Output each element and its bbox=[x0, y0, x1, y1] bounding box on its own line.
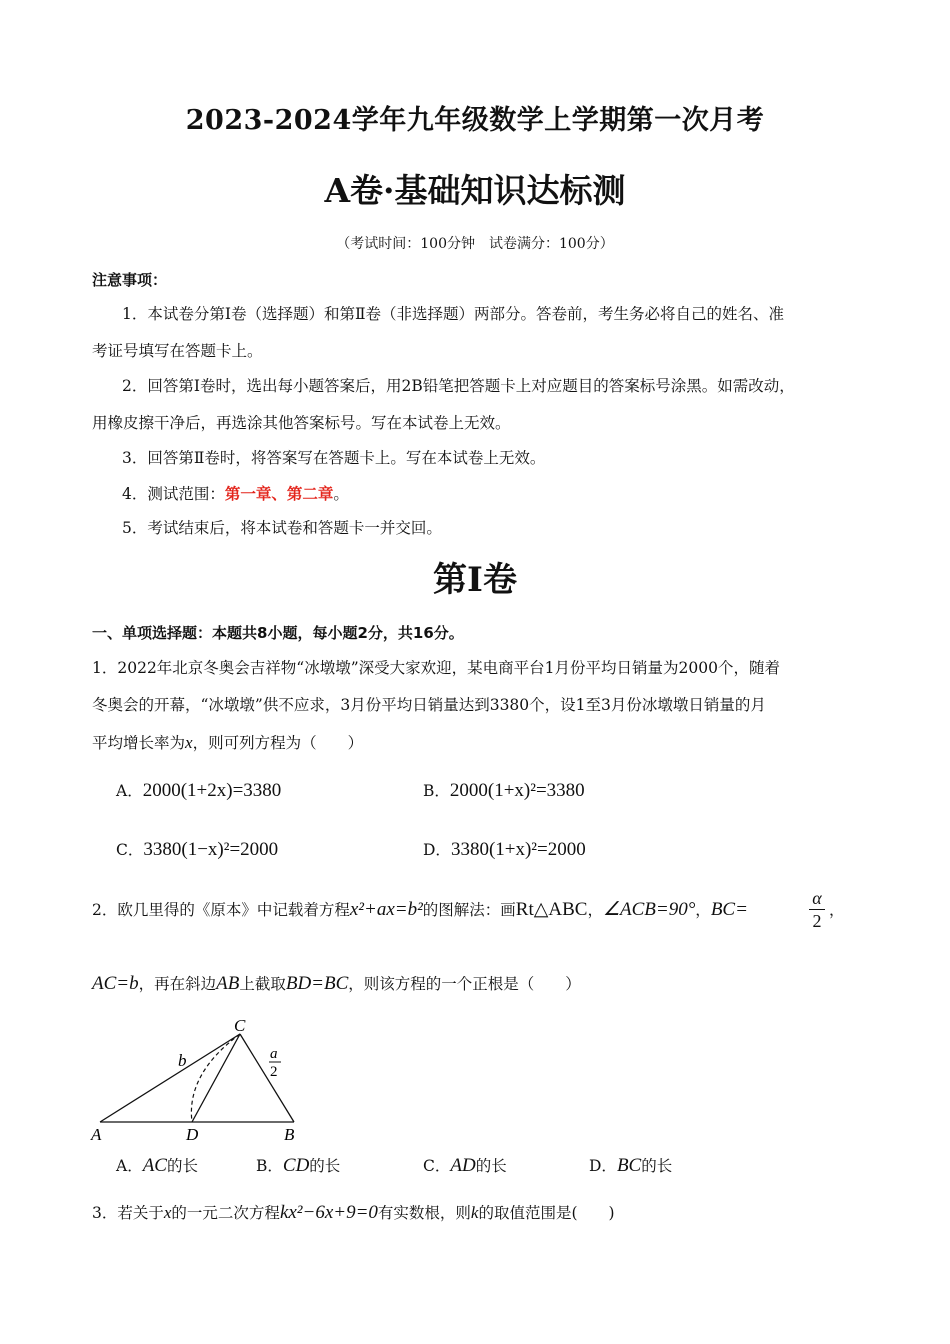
q2-line-2-mid2: 上截取 bbox=[239, 975, 286, 993]
q1-option-d-expr: 3380(1+x)²=2000 bbox=[450, 839, 586, 860]
test-range: 第一章、第二章 bbox=[224, 485, 334, 503]
q2-option-a-text: AC bbox=[142, 1155, 167, 1176]
label-side-two: 2 bbox=[270, 1064, 278, 1080]
q2-option-b-text: CD bbox=[282, 1155, 310, 1176]
segment-bc bbox=[240, 1034, 294, 1122]
q3-suffix: 的取值范围是( ) bbox=[478, 1204, 615, 1222]
q3-equation: kx²−6x+9=0 bbox=[279, 1202, 378, 1223]
q1-option-b[interactable] bbox=[423, 779, 585, 802]
q2-line-2-mid: ，再在斜边 bbox=[138, 975, 217, 993]
q1-option-c-expr: 3380(1−x)²=2000 bbox=[143, 839, 279, 860]
section-title: 一、单项选择题：本题共8小题，每小题2分，共16分。 bbox=[92, 624, 464, 642]
q2-line-2-suffix: ，则该方程的一个正根是（ ） bbox=[348, 975, 581, 993]
label-b: B bbox=[284, 1125, 295, 1144]
q2-option-b-suffix: 的长 bbox=[309, 1157, 341, 1175]
q2-option-a[interactable] bbox=[116, 1154, 198, 1177]
q1-line-1: 1．2022年北京冬奥会吉祥物“冰墩墩”深受大家欢迎，某电商平台1月份平均日销量为2000个，随着 bbox=[92, 659, 780, 677]
q3-var-k: k bbox=[470, 1203, 479, 1222]
q2-ac: AC=b bbox=[92, 973, 139, 994]
note-4 bbox=[122, 482, 349, 504]
q2-option-a-suffix: 的长 bbox=[166, 1157, 198, 1175]
q2-ab: AB bbox=[216, 973, 240, 994]
q2-option-b[interactable] bbox=[256, 1154, 340, 1177]
notes-title: 注意事项： bbox=[92, 271, 168, 289]
q2-option-d-label: D． bbox=[589, 1157, 617, 1175]
q3-prefix: 3．若关于 bbox=[92, 1204, 164, 1222]
q1-line-3 bbox=[92, 731, 363, 753]
q2-fraction-bar bbox=[809, 909, 825, 910]
note-2-line-1: 2．回答第Ⅰ卷时，选出每小题答案后，用2B铅笔把答题卡上对应题目的答案标号涂黑。如需改动， bbox=[122, 377, 795, 395]
q2-triangle: Rt△ABC bbox=[515, 899, 588, 920]
label-d: D bbox=[186, 1125, 199, 1144]
segment-ac bbox=[100, 1034, 240, 1122]
exam-time-info: （考试时间：100分钟 试卷满分：100分） bbox=[336, 236, 614, 252]
note-2-line-2: 用橡皮擦干净后，再选涂其他答案标号。写在本试卷上无效。 bbox=[92, 414, 511, 432]
q1-line-3-suffix: ，则可列方程为（ ） bbox=[192, 734, 364, 752]
note-5: 5．考试结束后，将本试卷和答题卡一并交回。 bbox=[122, 519, 442, 537]
q1-option-b-expr: 2000(1+x)²=3380 bbox=[449, 780, 585, 801]
q3-var-x: x bbox=[163, 1203, 172, 1222]
q2-equation: x²+ax=b² bbox=[349, 899, 423, 920]
label-a: A bbox=[91, 1125, 102, 1144]
q3-line bbox=[92, 1201, 615, 1224]
label-side-b: b bbox=[178, 1051, 187, 1070]
exam-subtitle: A卷·基础知识达标测 bbox=[324, 171, 626, 210]
q2-option-d-text: BC bbox=[616, 1155, 642, 1176]
q1-option-b-label: B． bbox=[423, 782, 450, 800]
q1-option-d[interactable] bbox=[423, 838, 586, 861]
q2-option-c-suffix: 的长 bbox=[475, 1157, 507, 1175]
q3-mid-2: 有实数根，则 bbox=[377, 1204, 471, 1222]
q2-line-1-prefix: 2．欧几里得的《原本》中记载着方程 bbox=[92, 901, 350, 919]
q2-fraction-denominator: 2 bbox=[812, 911, 822, 931]
volume-title: 第Ⅰ卷 bbox=[433, 560, 517, 600]
q1-option-a[interactable] bbox=[116, 779, 281, 802]
q2-line-1-mid: 的图解法：画 bbox=[422, 901, 516, 919]
label-c: C bbox=[234, 1016, 246, 1035]
q1-line-3-prefix: 平均增长率为 bbox=[92, 734, 186, 752]
q2-line-2 bbox=[92, 972, 581, 995]
q2-option-d-suffix: 的长 bbox=[641, 1157, 673, 1175]
q3-mid-1: 的一元二次方程 bbox=[171, 1204, 280, 1222]
q1-option-a-label: A． bbox=[116, 782, 143, 800]
q2-option-a-label: A． bbox=[116, 1157, 143, 1175]
triangle-figure bbox=[88, 1012, 318, 1146]
q2-comma: ， bbox=[829, 901, 845, 919]
segment-cd bbox=[192, 1034, 240, 1122]
note-3: 3．回答第Ⅱ卷时，将答案写在答题卡上。写在本试卷上无效。 bbox=[122, 449, 546, 467]
q1-variable: x bbox=[185, 733, 193, 752]
q1-option-c-label: C． bbox=[116, 841, 144, 859]
q2-bd: BD=BC bbox=[285, 973, 349, 994]
q2-bc: BC= bbox=[710, 899, 748, 920]
label-side-a: a bbox=[270, 1046, 278, 1062]
note-4-prefix: 4．测试范围： bbox=[122, 485, 225, 503]
q2-fraction bbox=[807, 888, 827, 931]
q2-option-c-text: AD bbox=[450, 1155, 476, 1176]
exam-title: 2023-2024学年九年级数学上学期第一次月考 bbox=[185, 105, 765, 136]
q1-option-d-label: D． bbox=[423, 841, 451, 859]
q2-option-c-label: C． bbox=[423, 1157, 451, 1175]
q2-option-c[interactable] bbox=[423, 1154, 507, 1177]
q2-angle: ∠ACB=90° bbox=[602, 899, 696, 920]
note-1-line-1: 1．本试卷分第Ⅰ卷（选择题）和第Ⅱ卷（非选择题）两部分。答卷前，考生务必将自己的姓名、准 bbox=[122, 305, 785, 323]
note-1-line-2: 考证号填写在答题卡上。 bbox=[92, 342, 263, 360]
q2-option-d[interactable] bbox=[589, 1154, 672, 1177]
note-4-suffix: 。 bbox=[333, 485, 349, 503]
q2-fraction-numerator: α bbox=[812, 888, 822, 908]
q2-option-b-label: B． bbox=[256, 1157, 283, 1175]
q1-line-2: 冬奥会的开幕，“冰墩墩”供不应求，3月份平均日销量达到3380个，设1至3月份冰墩墩日销量的月 bbox=[92, 696, 766, 714]
q1-option-a-expr: 2000(1+2x)=3380 bbox=[142, 780, 282, 801]
q2-line-1: 2．欧几里得的《原本》中记载着方程x²+ax=b²的图解法：画Rt△ABC，∠ACB=90°，BC= bbox=[92, 899, 748, 920]
q1-option-c[interactable] bbox=[116, 838, 278, 861]
